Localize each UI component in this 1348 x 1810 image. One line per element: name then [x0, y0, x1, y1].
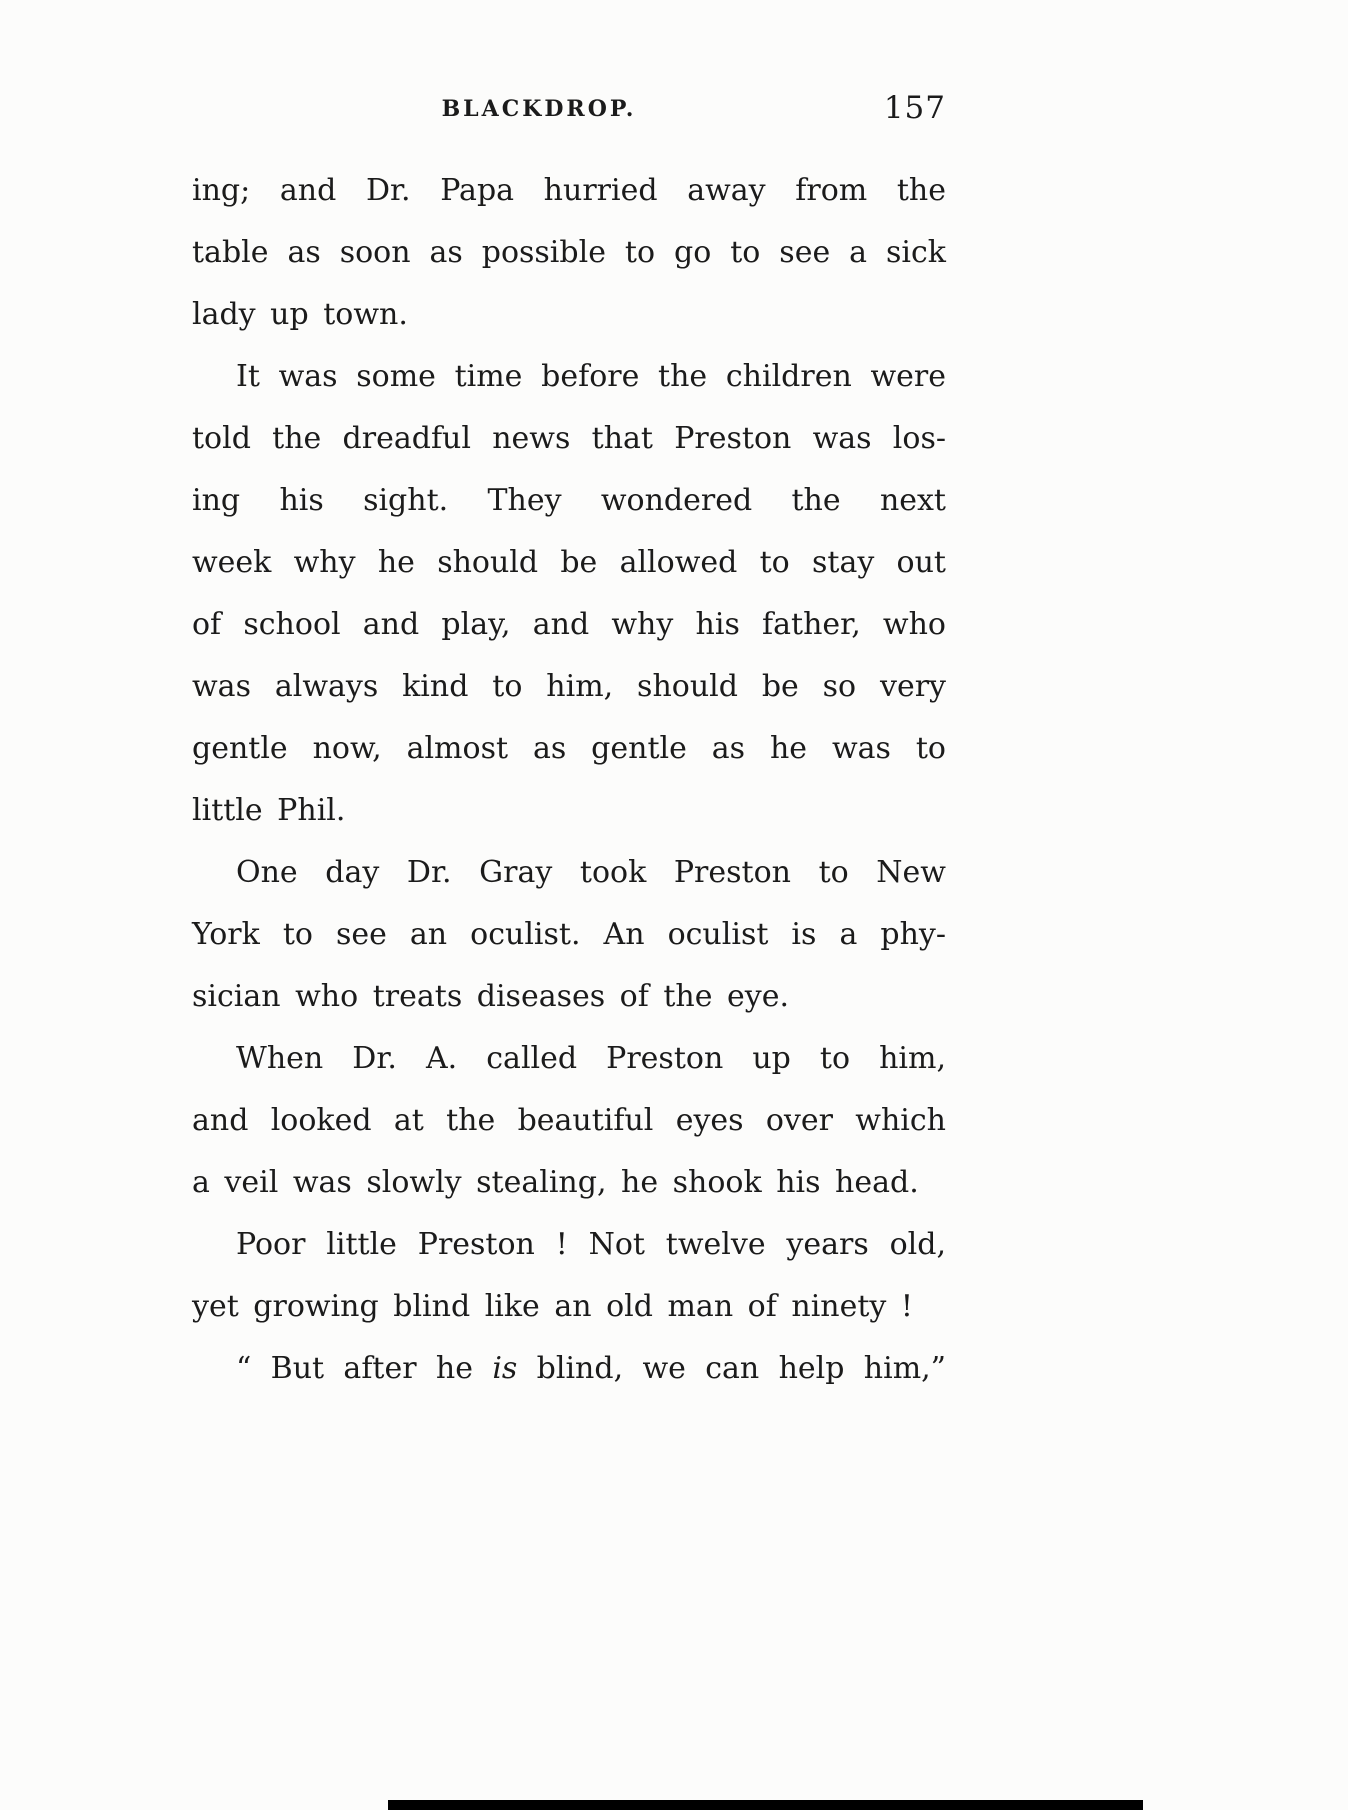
text-run: blind, we can help him,” [517, 1351, 947, 1386]
text-run: gentle now, almost as gentle as he was to [192, 731, 946, 766]
text-run: of school and play, and why his father, who [192, 607, 946, 642]
text-run: little Phil. [192, 793, 346, 828]
text-line [192, 408, 946, 470]
text-run: a veil was slowly stealing, he shook his head. [192, 1165, 919, 1200]
text-line [192, 284, 946, 346]
text-line [192, 656, 946, 718]
text-run: sician who treats diseases of the eye. [192, 979, 790, 1014]
text-run: ing; and Dr. Papa hurried away from the [192, 173, 946, 208]
text-run: ing his sight. They wondered the next [192, 483, 946, 518]
text-run: yet growing blind like an old man of ninety ! [192, 1289, 913, 1324]
text-line [192, 1090, 946, 1152]
text-line [192, 1152, 946, 1214]
text-line [192, 160, 946, 222]
text-block [192, 160, 946, 1400]
text-line [192, 346, 946, 408]
text-line [192, 1338, 946, 1400]
text-run: and looked at the beautiful eyes over which [192, 1103, 946, 1138]
italic-text-run: is [492, 1351, 518, 1386]
text-line [192, 1028, 946, 1090]
running-header [192, 90, 946, 130]
text-run: was always kind to him, should be so very [192, 669, 946, 704]
text-run: “ But after he [236, 1351, 493, 1386]
text-line [192, 842, 946, 904]
text-run: week why he should be allowed to stay out [192, 545, 946, 580]
text-line [192, 780, 946, 842]
text-run: table as soon as possible to go to see a sick [192, 235, 946, 270]
text-line [192, 594, 946, 656]
text-line [192, 1276, 946, 1338]
scan-artifact-bar [388, 1800, 1143, 1810]
text-line [192, 904, 946, 966]
running-header-title: BLACKDROP. [441, 96, 637, 122]
text-run: Poor little Preston ! Not twelve years old, [236, 1227, 946, 1262]
text-line [192, 532, 946, 594]
text-run: told the dreadful news that Preston was los- [192, 421, 946, 456]
text-line [192, 1214, 946, 1276]
text-run: York to see an oculist. An oculist is a phy- [192, 917, 946, 952]
text-run: One day Dr. Gray took Preston to New [236, 855, 946, 890]
text-line [192, 966, 946, 1028]
text-run: When Dr. A. called Preston up to him, [236, 1041, 946, 1076]
text-line [192, 222, 946, 284]
text-run: It was some time before the children were [236, 359, 946, 394]
page-number: 157 [883, 90, 946, 126]
text-line [192, 470, 946, 532]
text-run: lady up town. [192, 297, 408, 332]
text-line [192, 718, 946, 780]
